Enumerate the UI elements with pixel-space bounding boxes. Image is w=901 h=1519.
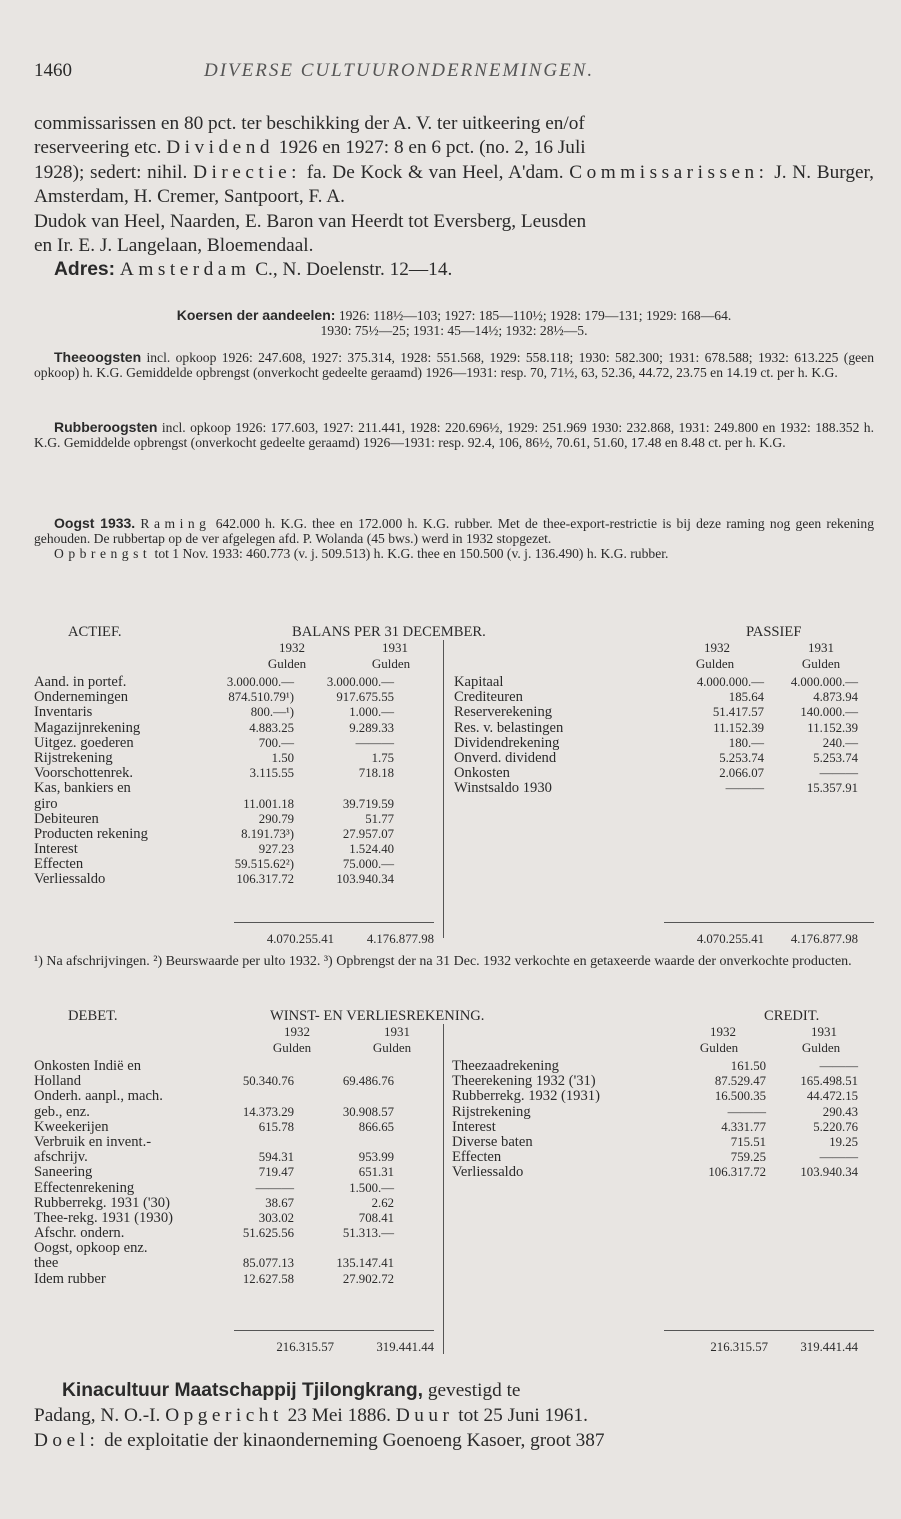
row-label: Onderh. aanpl., mach. bbox=[34, 1089, 163, 1105]
row-label: Kas, bankiers en bbox=[34, 781, 131, 797]
winst-colheads bbox=[34, 1024, 874, 1058]
closing-line: gevestigd te bbox=[423, 1380, 521, 1401]
opbrengst-text: tot 1 Nov. 1933: 460.773 (v. j. 509.513) h. K.G. thee en 150.500 (v. j. 136.490) h. K.G. rubber. bbox=[151, 546, 669, 562]
unit-label: Gulden bbox=[801, 1040, 841, 1055]
row-label: Effecten bbox=[34, 857, 84, 873]
value-1931: 103.940.34 bbox=[336, 872, 394, 887]
koersen-label: Koersen der aandeelen: bbox=[176, 307, 336, 323]
row-label: Kapitaal bbox=[454, 675, 504, 690]
credit-column bbox=[452, 1059, 874, 1181]
row-label: Onverd. dividend bbox=[454, 750, 557, 766]
value-1931: 1.75 bbox=[371, 750, 394, 765]
table-row bbox=[34, 1120, 434, 1135]
intro-line: J. N. Burger, Amsterdam, H. Cremer, Santpoort, F. A. bbox=[34, 161, 874, 208]
table-row bbox=[34, 1211, 434, 1226]
table-row bbox=[452, 1059, 874, 1074]
intro-line: 1928); sedert: nihil. bbox=[34, 161, 194, 183]
row-label: Kweekerijen bbox=[34, 1119, 109, 1135]
thee-oogsten-section bbox=[34, 350, 874, 380]
value-1932: ——— bbox=[255, 1180, 294, 1195]
value-1931: 708.41 bbox=[358, 1210, 394, 1225]
table-row bbox=[454, 766, 874, 781]
balans-footnote bbox=[34, 954, 874, 969]
rubber-oogsten-label: Rubberoogsten bbox=[54, 419, 158, 435]
value-1932: 11.001.18 bbox=[243, 796, 294, 811]
value-1931: 1.000.— bbox=[349, 705, 394, 720]
value-1932: 51.417.57 bbox=[712, 705, 764, 720]
table-row bbox=[454, 781, 874, 796]
credit-title: CREDIT. bbox=[764, 1008, 820, 1024]
value-1931: ——— bbox=[819, 1059, 858, 1073]
row-label: Rubberrekg. 1931 ('30) bbox=[34, 1195, 170, 1211]
balans-title: BALANS PER 31 DECEMBER. bbox=[292, 624, 486, 640]
passiva-column bbox=[454, 675, 874, 797]
year-1931: 1931 bbox=[382, 640, 408, 655]
table-row bbox=[34, 1089, 434, 1104]
table-row bbox=[34, 781, 434, 796]
unit-label: Gulden bbox=[267, 656, 307, 671]
total-passiva-1932: 4.070.255.41 bbox=[696, 932, 764, 946]
balans-header bbox=[34, 624, 874, 641]
value-1932: 715.51 bbox=[730, 1134, 766, 1149]
value-1931: 44.472.15 bbox=[806, 1089, 858, 1104]
value-1931: 19.25 bbox=[829, 1134, 858, 1149]
thee-oogsten-text: incl. opkoop 1926: 247.608, 1927: 375.314, 1928: 551.568, 1929: 558.118; 1930: 582.300; 1931: 678.588; 1932: 613.225 (geen opkoop) h. K.G. Gemiddelde opbrengst (onverkocht gedeelte geraamd) 1926—1931: resp. 70, 71½, 63, 52.36, 44.72, 23.75 en 14.19 ct. per h. K.G. bbox=[34, 350, 874, 381]
dividend-label: Dividend bbox=[166, 137, 274, 159]
value-1932: 180.— bbox=[728, 735, 764, 750]
value-1932: 51.625.56 bbox=[242, 1226, 294, 1241]
intro-line: fa. De Kock & van Heel, A'dam. bbox=[301, 161, 570, 183]
value-1931: 651.31 bbox=[358, 1165, 394, 1180]
closing-line: 23 Mei 1886. bbox=[282, 1405, 396, 1426]
total-rule bbox=[234, 922, 434, 923]
unit-label: Gulden bbox=[371, 656, 411, 671]
value-1932: 4.883.25 bbox=[249, 720, 294, 735]
row-label: Saneering bbox=[34, 1165, 93, 1181]
value-1931: 5.253.74 bbox=[813, 750, 858, 765]
table-row bbox=[34, 857, 434, 872]
value-1931: 30.908.57 bbox=[342, 1104, 394, 1119]
value-1932: 4.000.000.— bbox=[696, 675, 764, 689]
table-row bbox=[34, 736, 434, 751]
value-1931: 140.000.— bbox=[800, 705, 858, 720]
table-row bbox=[452, 1135, 874, 1150]
row-label: Dividendrekening bbox=[454, 735, 560, 751]
table-row bbox=[34, 1272, 434, 1287]
table-row bbox=[454, 675, 874, 690]
row-label: Afschr. ondern. bbox=[34, 1226, 125, 1242]
balans-colheads bbox=[34, 640, 874, 674]
value-1931: 1.524.40 bbox=[349, 842, 394, 857]
row-label: Holland bbox=[34, 1074, 82, 1090]
year-1932: 1932 bbox=[284, 1024, 310, 1039]
row-label: Onkosten Indië en bbox=[34, 1059, 141, 1074]
row-label: Aand. in portef. bbox=[34, 675, 127, 690]
table-row bbox=[34, 1226, 434, 1241]
value-1932: 161.50 bbox=[730, 1059, 766, 1073]
debet-title: DEBET. bbox=[68, 1008, 118, 1024]
opbrengst-label: Opbrengst bbox=[54, 546, 152, 562]
company-name: Kinacultuur Maatschappij Tjilongkrang, bbox=[62, 1380, 424, 1401]
rubber-oogsten-text: incl. opkoop 1926: 177.603, 1927: 211.441, 1928: 220.696½, 1929: 251.969 1930: 232.868, 1931: 249.800 en 1932: 188.352 h. K.G. Gemiddelde opbrengst (onverkocht gedeelte geraamd) 1926—1931: resp. 92.4, 106, 86½, 70.61, 51.60, 17.48 en 8.48 ct. per h. K.G. bbox=[34, 420, 874, 451]
column-divider bbox=[443, 1024, 444, 1354]
activa-column bbox=[34, 675, 434, 888]
row-label: Voorschottenrek. bbox=[34, 766, 134, 782]
value-1931: 240.— bbox=[822, 735, 858, 750]
row-label: Res. v. belastingen bbox=[454, 720, 564, 736]
row-label: Effecten bbox=[452, 1150, 502, 1166]
intro-line: Dudok van Heel, Naarden, E. Baron van Heerdt tot Eversberg, Leusden bbox=[34, 210, 587, 232]
row-label: Verbruik en invent.- bbox=[34, 1134, 152, 1150]
value-1932: 800.—¹) bbox=[250, 705, 294, 720]
duur-label: Duur bbox=[395, 1405, 454, 1426]
page-number: 1460 bbox=[34, 60, 72, 81]
value-1931: 718.18 bbox=[358, 766, 394, 781]
row-label: Theerekening 1932 ('31) bbox=[452, 1074, 596, 1090]
value-1931: 4.000.000.— bbox=[790, 675, 858, 689]
value-1931: ——— bbox=[819, 766, 858, 781]
actief-title: ACTIEF. bbox=[68, 624, 122, 640]
table-row bbox=[452, 1074, 874, 1089]
value-1932: 59.515.62²) bbox=[234, 857, 294, 872]
winst-title: WINST- EN VERLIESREKENING. bbox=[270, 1008, 485, 1024]
value-1931: 1.500.— bbox=[349, 1180, 394, 1195]
row-label: Verliessaldo bbox=[452, 1165, 524, 1181]
total-credit-1932: 216.315.57 bbox=[710, 1340, 768, 1354]
directie-label: Directie: bbox=[193, 161, 302, 183]
year-1931: 1931 bbox=[811, 1024, 837, 1039]
table-row bbox=[34, 1150, 434, 1165]
value-1932: 38.67 bbox=[265, 1195, 294, 1210]
value-1931: 4.873.94 bbox=[813, 690, 858, 705]
row-label: Interest bbox=[34, 842, 78, 858]
row-label: Winstsaldo 1930 bbox=[454, 781, 552, 797]
value-1932: 615.78 bbox=[258, 1119, 294, 1134]
table-row bbox=[34, 872, 434, 887]
value-1932: ——— bbox=[725, 781, 764, 796]
table-row bbox=[454, 736, 874, 751]
value-1932: 2.066.07 bbox=[719, 766, 764, 781]
commissarissen-label: Commissarissen: bbox=[569, 161, 769, 183]
total-rule bbox=[664, 922, 874, 923]
table-row bbox=[34, 1074, 434, 1089]
row-label: giro bbox=[34, 796, 58, 812]
value-1931: 15.357.91 bbox=[806, 781, 858, 796]
row-label: Thee-rekg. 1931 (1930) bbox=[34, 1210, 173, 1226]
value-1932: 106.317.72 bbox=[236, 872, 294, 887]
year-1932: 1932 bbox=[704, 640, 730, 655]
table-row bbox=[34, 827, 434, 842]
doel-label: Doel: bbox=[34, 1430, 100, 1451]
value-1932: 12.627.58 bbox=[242, 1271, 294, 1286]
year-1931: 1931 bbox=[808, 640, 834, 655]
value-1931: 3.000.000.— bbox=[326, 675, 394, 689]
value-1931: 165.498.51 bbox=[800, 1074, 858, 1089]
year-1931: 1931 bbox=[384, 1024, 410, 1039]
row-label: Idem rubber bbox=[34, 1271, 106, 1287]
table-row bbox=[34, 675, 434, 690]
value-1932: 759.25 bbox=[730, 1150, 766, 1165]
value-1931: 953.99 bbox=[358, 1150, 394, 1165]
row-label: Magazijnrekening bbox=[34, 720, 141, 736]
closing-line: Padang, N. O.-I. bbox=[34, 1405, 166, 1426]
total-credit-1931: 319.441.44 bbox=[800, 1340, 858, 1354]
row-label: Diverse baten bbox=[452, 1134, 533, 1150]
running-title: DIVERSE CULTUURONDERNEMINGEN. bbox=[204, 60, 595, 81]
unit-label: Gulden bbox=[699, 1040, 739, 1055]
table-row bbox=[34, 721, 434, 736]
value-1931: 917.675.55 bbox=[336, 690, 394, 705]
table-row bbox=[454, 690, 874, 705]
row-label: Oogst, opkoop enz. bbox=[34, 1241, 148, 1257]
table-row bbox=[34, 1105, 434, 1120]
value-1932: 927.23 bbox=[258, 842, 294, 857]
table-row bbox=[452, 1089, 874, 1104]
row-label: Reserverekening bbox=[454, 705, 553, 721]
value-1931: ——— bbox=[355, 735, 394, 750]
value-1931: 51.77 bbox=[365, 811, 394, 826]
intro-line: 1926 en 1927: 8 en 6 pct. (no. 2, 16 Juli bbox=[273, 137, 586, 159]
row-label: Verliessaldo bbox=[34, 872, 106, 888]
row-label: Ondernemingen bbox=[34, 690, 129, 706]
value-1931: 51.313.— bbox=[342, 1226, 394, 1241]
value-1931: 69.486.76 bbox=[342, 1074, 394, 1089]
table-row bbox=[34, 1181, 434, 1196]
value-1931: 27.902.72 bbox=[342, 1271, 394, 1286]
row-label: Theezaadrekening bbox=[452, 1059, 559, 1074]
row-label: Producten rekening bbox=[34, 826, 148, 842]
table-row bbox=[34, 797, 434, 812]
value-1931: 5.220.76 bbox=[813, 1119, 858, 1134]
value-1932: 3.000.000.— bbox=[226, 675, 294, 689]
value-1932: 4.331.77 bbox=[721, 1119, 766, 1134]
row-label: Rijstrekening bbox=[452, 1104, 531, 1120]
value-1931: 290.43 bbox=[822, 1104, 858, 1119]
value-1932: 303.02 bbox=[258, 1210, 294, 1225]
table-row bbox=[34, 1256, 434, 1271]
row-label: Rubberrekg. 1932 (1931) bbox=[452, 1089, 600, 1105]
value-1932: 14.373.29 bbox=[242, 1104, 294, 1119]
value-1932: 594.31 bbox=[258, 1150, 294, 1165]
table-row bbox=[454, 721, 874, 736]
column-divider bbox=[443, 640, 444, 938]
koersen-section bbox=[34, 308, 874, 338]
closing-line: de exploitatie der kinaonderneming Goenoeng Kasoer, groot 387 bbox=[99, 1430, 605, 1451]
closing-paragraph bbox=[34, 1378, 874, 1453]
intro-line: en Ir. E. J. Langelaan, Bloemendaal. bbox=[34, 235, 314, 257]
thee-oogsten-label: Theeoogsten bbox=[54, 349, 142, 365]
value-1932: 874.510.79¹) bbox=[228, 690, 294, 705]
row-label: thee bbox=[34, 1256, 59, 1272]
row-label: Crediteuren bbox=[454, 690, 523, 706]
table-row bbox=[452, 1105, 874, 1120]
value-1932: 11.152.39 bbox=[713, 720, 764, 735]
total-debet-1931: 319.441.44 bbox=[376, 1340, 434, 1354]
table-row bbox=[34, 690, 434, 705]
row-label: Onkosten bbox=[454, 766, 510, 782]
table-row bbox=[34, 766, 434, 781]
row-label: afschrijv. bbox=[34, 1150, 88, 1166]
year-1932: 1932 bbox=[710, 1024, 736, 1039]
value-1931: 135.147.41 bbox=[336, 1256, 394, 1271]
balans-table bbox=[34, 624, 874, 954]
table-row bbox=[452, 1150, 874, 1165]
value-1931: ——— bbox=[819, 1150, 858, 1165]
intro-paragraph bbox=[34, 112, 874, 283]
value-1932: 3.115.55 bbox=[249, 766, 294, 781]
value-1932: 87.529.47 bbox=[714, 1074, 766, 1089]
value-1932: 5.253.74 bbox=[719, 750, 764, 765]
winst-header bbox=[34, 1008, 874, 1025]
table-row bbox=[34, 1165, 434, 1180]
value-1931: 39.719.59 bbox=[342, 796, 394, 811]
row-label: Interest bbox=[452, 1119, 496, 1135]
adres-label: Adres: bbox=[54, 259, 116, 281]
footnote-text: ¹) Na afschrijvingen. ²) Beurswaarde per ulto 1932. ³) Opbrengst der na 31 Dec. 1932 verkochte en getaxeerde waarde der onverkochte producten. bbox=[34, 954, 852, 969]
value-1932: 16.500.35 bbox=[714, 1089, 766, 1104]
unit-label: Gulden bbox=[801, 656, 841, 671]
intro-line: commissarissen en 80 pct. ter beschikking der A. V. ter uitkeering en/of bbox=[34, 113, 585, 134]
value-1931: 27.957.07 bbox=[342, 826, 394, 841]
year-1932: 1932 bbox=[279, 640, 305, 655]
oogst-1933-label: Oogst 1933. bbox=[54, 515, 136, 531]
running-head bbox=[34, 60, 874, 84]
row-label: Inventaris bbox=[34, 705, 93, 721]
value-1932: 85.077.13 bbox=[242, 1256, 294, 1271]
unit-label: Gulden bbox=[695, 656, 735, 671]
value-1932: 106.317.72 bbox=[708, 1165, 766, 1180]
oogst-text: 642.000 h. K.G. thee en 172.000 h. K.G. rubber. Met de thee-export-restrictie is bij deze raming nog geen rekening gehouden. De rubbertap op de ver afgelegen afd. P. Wolanda (45 bws.) werd in 1932 stopgezet. bbox=[34, 516, 874, 547]
value-1932: 50.340.76 bbox=[242, 1074, 294, 1089]
table-row bbox=[34, 1135, 434, 1150]
unit-label: Gulden bbox=[272, 1040, 312, 1055]
value-1932: 8.191.73³) bbox=[241, 826, 294, 841]
table-row bbox=[34, 1196, 434, 1211]
table-row bbox=[34, 1241, 434, 1256]
closing-line: tot 25 Juni 1961. bbox=[453, 1405, 588, 1426]
table-row bbox=[454, 751, 874, 766]
total-activa-1931: 4.176.877.98 bbox=[366, 932, 434, 946]
value-1931: 11.152.39 bbox=[807, 720, 858, 735]
table-row bbox=[454, 705, 874, 720]
raming-label: Raming bbox=[140, 516, 211, 531]
value-1931: 103.940.34 bbox=[800, 1165, 858, 1180]
koersen-line: 1930: 75½—25; 1931: 45—14½; 1932: 28½—5. bbox=[320, 323, 588, 339]
value-1932: 185.64 bbox=[728, 690, 764, 705]
total-rule bbox=[234, 1330, 434, 1331]
value-1932: 719.47 bbox=[258, 1165, 294, 1180]
value-1932: 290.79 bbox=[258, 811, 294, 826]
value-1931: 75.000.— bbox=[342, 857, 394, 872]
adres-city: Amsterdam bbox=[119, 259, 251, 281]
adres-rest: C., N. Doelenstr. 12—14. bbox=[250, 259, 453, 281]
row-label: geb., enz. bbox=[34, 1104, 90, 1120]
value-1931: 2.62 bbox=[371, 1195, 394, 1210]
value-1931: 866.65 bbox=[358, 1119, 394, 1134]
value-1932: 700.— bbox=[258, 735, 294, 750]
value-1931: 9.289.33 bbox=[349, 720, 394, 735]
table-row bbox=[452, 1120, 874, 1135]
rubber-oogsten-section bbox=[34, 420, 874, 450]
opgericht-label: Opgericht bbox=[165, 1405, 283, 1426]
table-row bbox=[34, 812, 434, 827]
table-row bbox=[34, 1059, 434, 1074]
oogst-1933-section bbox=[34, 516, 874, 562]
total-passiva-1931: 4.176.877.98 bbox=[790, 932, 858, 946]
value-1932: 1.50 bbox=[271, 750, 294, 765]
debet-column bbox=[34, 1059, 434, 1287]
row-label: Rijstrekening bbox=[34, 750, 113, 766]
table-row bbox=[34, 842, 434, 857]
row-label: Effectenrekening bbox=[34, 1180, 135, 1196]
total-activa-1932: 4.070.255.41 bbox=[266, 932, 334, 946]
row-label: Uitgez. goederen bbox=[34, 735, 134, 751]
passief-title: PASSIEF bbox=[746, 624, 802, 640]
unit-label: Gulden bbox=[372, 1040, 412, 1055]
table-row bbox=[34, 705, 434, 720]
koersen-line: 1926: 118½—103; 1927: 185—110½; 1928: 179—131; 1929: 168—64. bbox=[335, 308, 732, 323]
table-row bbox=[34, 751, 434, 766]
row-label: Debiteuren bbox=[34, 811, 99, 827]
total-debet-1932: 216.315.57 bbox=[276, 1340, 334, 1354]
total-rule bbox=[664, 1330, 874, 1331]
table-row bbox=[452, 1165, 874, 1180]
value-1932: ——— bbox=[727, 1104, 766, 1119]
winst-verlies-table bbox=[34, 1008, 874, 1368]
intro-line: reserveering etc. bbox=[34, 137, 167, 159]
